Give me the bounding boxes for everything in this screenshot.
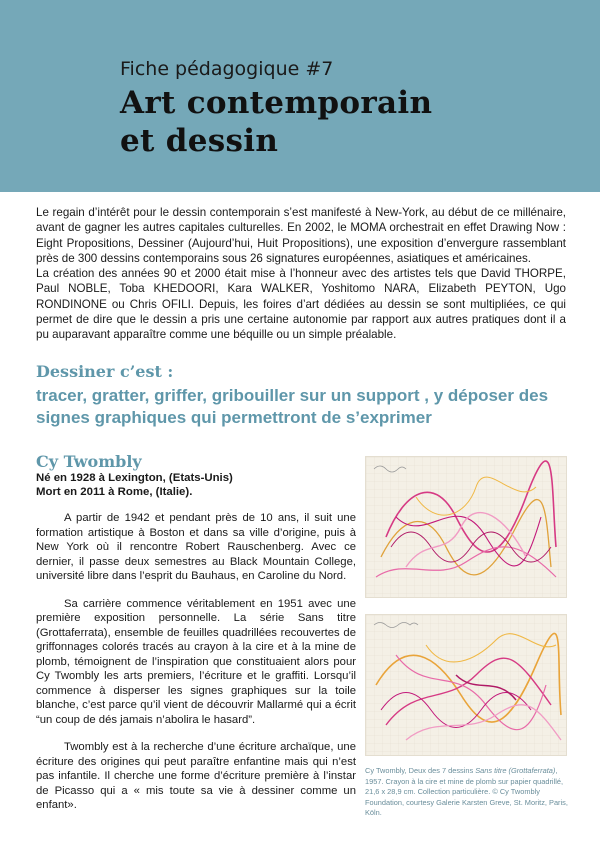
artist-name: Cy Twombly <box>36 452 142 471</box>
artist-bio-dates <box>36 471 233 499</box>
artist-paragraph-1: A partir de 1942 et pendant près de 10 ans, il suit une formation artistique à Boston et dans sa ville d’origine, puis à New York où il rencontre Robert Rauschenberg. Avec ce dernier, il passe deux semestres au Black Mountain College, université libre dans l’esprit du Bauhaus, en Caroline du Nord. <box>36 512 356 582</box>
page-title <box>120 84 432 160</box>
artwork-image-1 <box>365 456 567 598</box>
title-line-1: Art contemporain <box>120 85 433 121</box>
caption-artwork-title: Sans titre (Grottaferrata) <box>475 766 556 775</box>
intro-paragraph-2: La création des années 90 et 2000 était mise à l’honneur avec des artistes tels que David THORPE, Paul NOBLE, Toba KHEDOORI, Kara WALKER, Yoshitomo NARA, Elizabeth PEYTON, Ugo RONDINONE ou Chris OFILI. Depuis, les foires d’art dédiées au dessin se sont multipliées, ce qui permet de dire que le dessin a pris une certaine autonomie par rapport aux autres pratiques dont il a pu auparavant apparaître comme une béquille ou un simple préalable. <box>36 267 566 342</box>
sheet-number: Fiche pédagogique #7 <box>120 58 334 80</box>
definition-heading: Dessiner c’est : <box>36 362 174 381</box>
artist-text <box>36 511 356 826</box>
artist-paragraph-3: Twombly est à la recherche d’une écriture archaïque, une écriture des origines qui peut paraître enfantine mais qui n’est pas infantile. Il cherche une forme d’écriture première à l’instar de Picasso qui a « mis toute sa vie à dessiner comme un enfant». <box>36 741 356 811</box>
intro-paragraph-1: Le regain d’intérêt pour le dessin contemporain s’est manifesté à New-York, au début de ce millénaire, avant de gagner les autres capitales culturelles. En 2002, le MOMA orchestrait en effet Drawing Now : Eight Propositions, Dessiner (Aujourd’hui, Huit Propositions), une exposition d’envergure rassemblant près de 300 dessins contemporains sous 26 signatures européennes, asiatiques et américaines. <box>36 206 566 265</box>
definition-text: tracer, gratter, griffer, gribouiller sur un support , y déposer des signes graphiques qui permettront de s’exprimer <box>36 386 549 427</box>
artwork-image-2 <box>365 614 567 756</box>
artwork-caption <box>365 766 569 819</box>
title-line-2: et dessin <box>120 123 279 159</box>
artist-died: Mort en 2011 à Rome, (Italie). <box>36 486 193 498</box>
artist-paragraph-2: Sa carrière commence véritablement en 1951 avec une première exposition personnelle. La série Sans titre (Grottaferrata), ensemble de feuilles quadrillées recouvertes de griffonnages colorés tracés au crayon à la cire et à la mine de plomb, témoignent de l’inspiration que constituaient alors pour Cy Twombly les arts premiers, l’écriture et le graffiti. Lorsqu’il commence à disperser les signes graphiques sur la toile blanche, c’est parce qu’il vient de découvrir Mallarmé qui a écrit “un coup de dés jamais n’abolira le hasard”. <box>36 597 356 726</box>
intro-text <box>36 205 566 343</box>
header-banner <box>0 0 600 192</box>
caption-details: , 1957. Crayon à la cire et mine de plomb sur papier quadrillé, 21,6 x 28,9 cm. Collection particulière. © Cy Twombly Foundation, courtesy Galerie Karsten Greve, St. Moritz, Paris, Köln. <box>365 766 568 818</box>
artist-born: Né en 1928 à Lexington, (Etats-Unis) <box>36 472 233 484</box>
caption-prefix: Cy Twombly, Deux des 7 dessins <box>365 766 476 775</box>
